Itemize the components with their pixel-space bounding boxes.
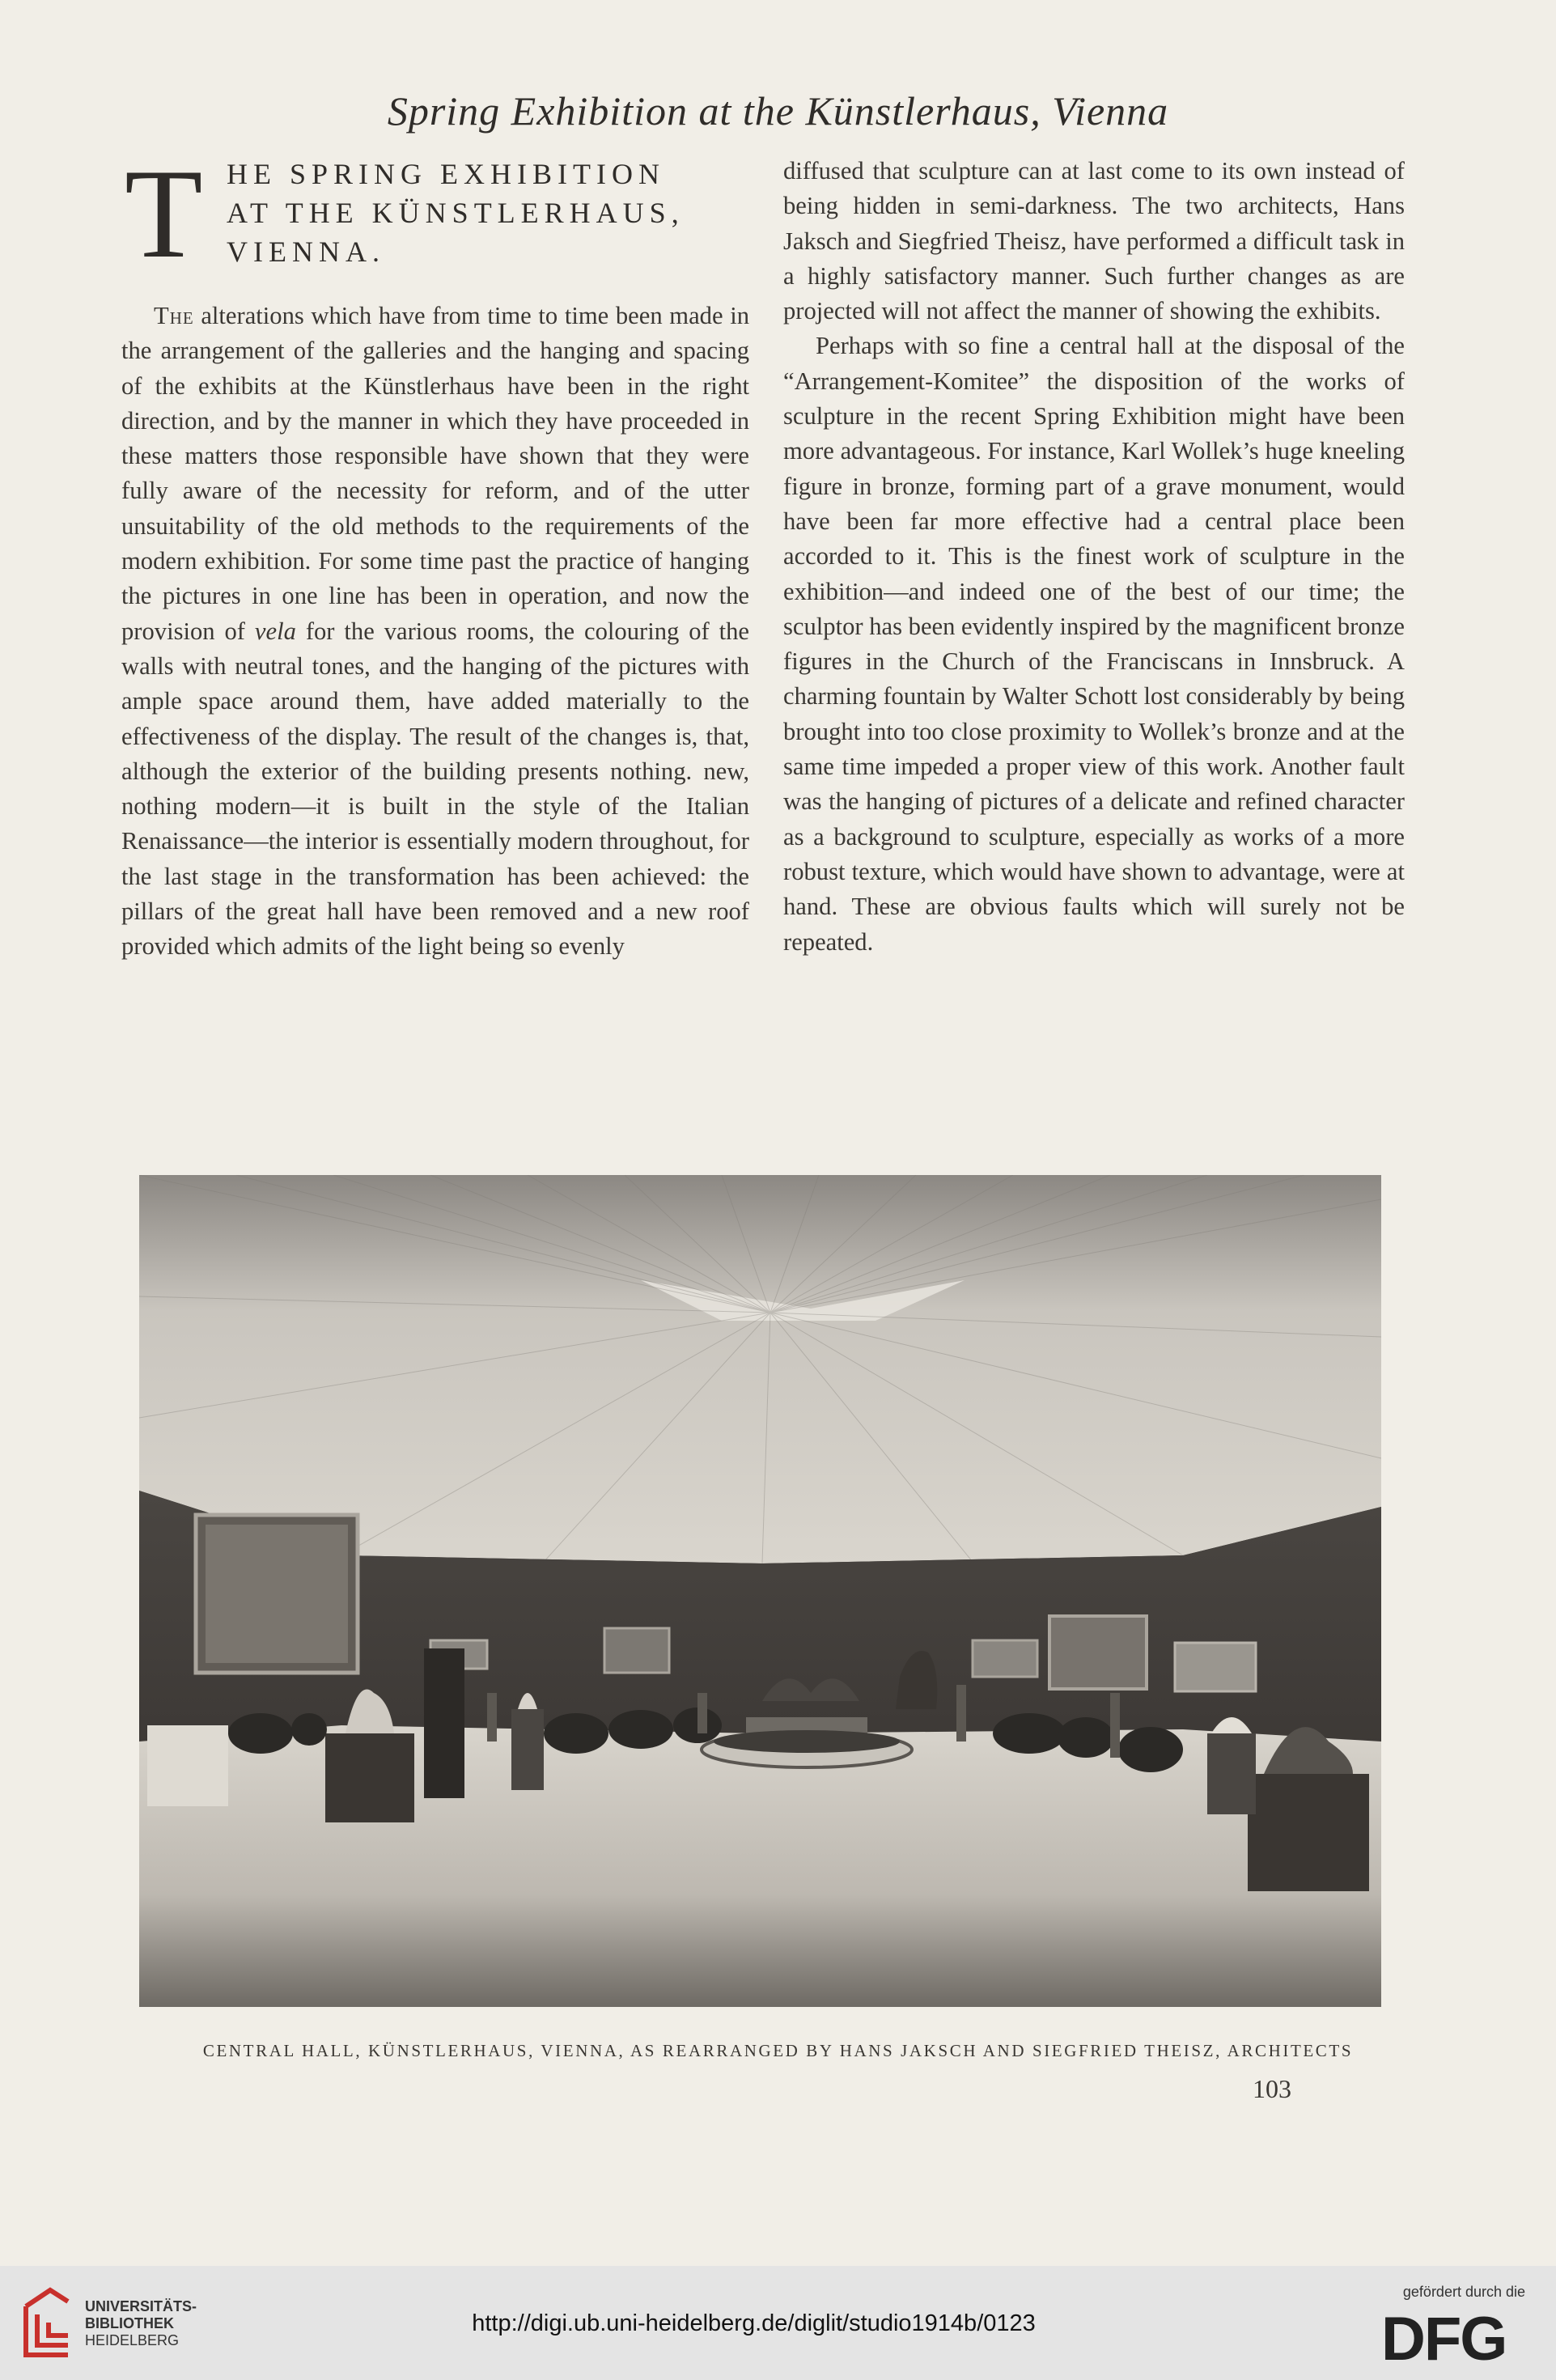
- source-url-link[interactable]: http://digi.ub.uni-heidelberg.de/diglit/studio1914b/0123: [472, 2310, 1036, 2336]
- left-column: [121, 143, 749, 965]
- title-line-1: HE SPRING EXHIBITION: [227, 158, 665, 190]
- photo-caption: CENTRAL HALL, KÜNSTLERHAUS, VIENNA, AS REARRANGED BY HANS JAKSCH AND SIEGFRIED THEISZ, ARCHITECTS: [202, 2041, 1354, 2060]
- title-line-3: VIENNA.: [227, 235, 385, 268]
- library-name-line-3: HEIDELBERG: [85, 2332, 180, 2348]
- paragraph-1: [121, 299, 749, 965]
- title-line-2: AT THE KÜNSTLERHAUS,: [227, 197, 685, 229]
- paragraph-1-text-b: for the various rooms, the colouring of the walls with neutral tones, and the hanging of the pictures with ample space around them, have added materially to the effectiveness of the display. The result of the changes is, that, although the exterior of the building presents nothing. new, nothing modern—it is built in the style of the Italian Renaissance—the interior is essentially modern throughout, for the last stage in the transformation has been achieved: the pillars of the great hall have been removed and a new roof provided which admits of the light being so evenly: [121, 617, 749, 961]
- library-name-line-1: UNIVERSITÄTS-: [85, 2298, 197, 2314]
- funded-by-label: gefördert durch die: [1402, 2284, 1525, 2300]
- drop-cap: T: [125, 143, 203, 285]
- article-title: [121, 143, 749, 287]
- right-column: [783, 154, 1405, 960]
- library-name-line-2: BIBLIOTHEK: [85, 2315, 174, 2331]
- central-hall-photograph: [139, 1175, 1381, 2007]
- source-url-row: [0, 2310, 1556, 2337]
- footer-bar: [0, 2266, 1556, 2380]
- paragraph-1-text-a: alterations which have from time to time been made in the arrangement of the galleries and the hanging and spacing of the exhibits at the Künstlerhaus have been in the right direction, and by the manner in which they have proceeded in these matters those responsible have shown that they were fully aware of the necessity for reform, and of the utter unsuitability of the old methods to the requirements of the modern exhibition. For some time past the practice of hanging the pictures in one line has been in operation, and now the provision of: [121, 302, 749, 645]
- paragraph-3: Perhaps with so fine a central hall at the disposal of the “Arrangement-Komitee” the disposition of the works of sculpture in the recent Spring Exhibition might have been more advantageous. For instance, Karl Wollek’s huge kneeling figure in bronze, forming part of a grave monument, would have been far more effective had a central place been accorded to it. This is the finest work of sculpture in the exhibition—and indeed one of the best of our time; the sculptor has been evidently inspired by the magnificent bronze figures in the Church of the Franciscans in Innsbruck. A charming fountain by Walter Schott lost considerably by being brought into too close proximity to Wollek’s bronze and at the same time impeded a proper view of this work. Another fault was the hanging of pictures of a delicate and refined character as a background to sculpture, especially as works of a more robust texture, which would have shown to advantage, were at hand. These are obvious faults which will surely not be repeated.: [783, 332, 1405, 956]
- lead-in: The: [154, 302, 194, 329]
- dfg-logo-text: DFG: [1381, 2308, 1507, 2366]
- paragraph-2: diffused that sculpture can at last come to its own instead of being hidden in semi-darkness. The two architects, Hans Jaksch and Siegfried Theisz, have performed a difficult task in a highly satisfactory manner. Such further changes as are projected will not affect the manner of showing the exhibits.: [783, 157, 1405, 325]
- page-number: 103: [1253, 2074, 1291, 2103]
- dfg-logo-icon: [1381, 2308, 1527, 2366]
- paragraph-1-italic: vela: [254, 617, 296, 645]
- running-head: Spring Exhibition at the Künstlerhaus, Vienna: [387, 88, 1169, 134]
